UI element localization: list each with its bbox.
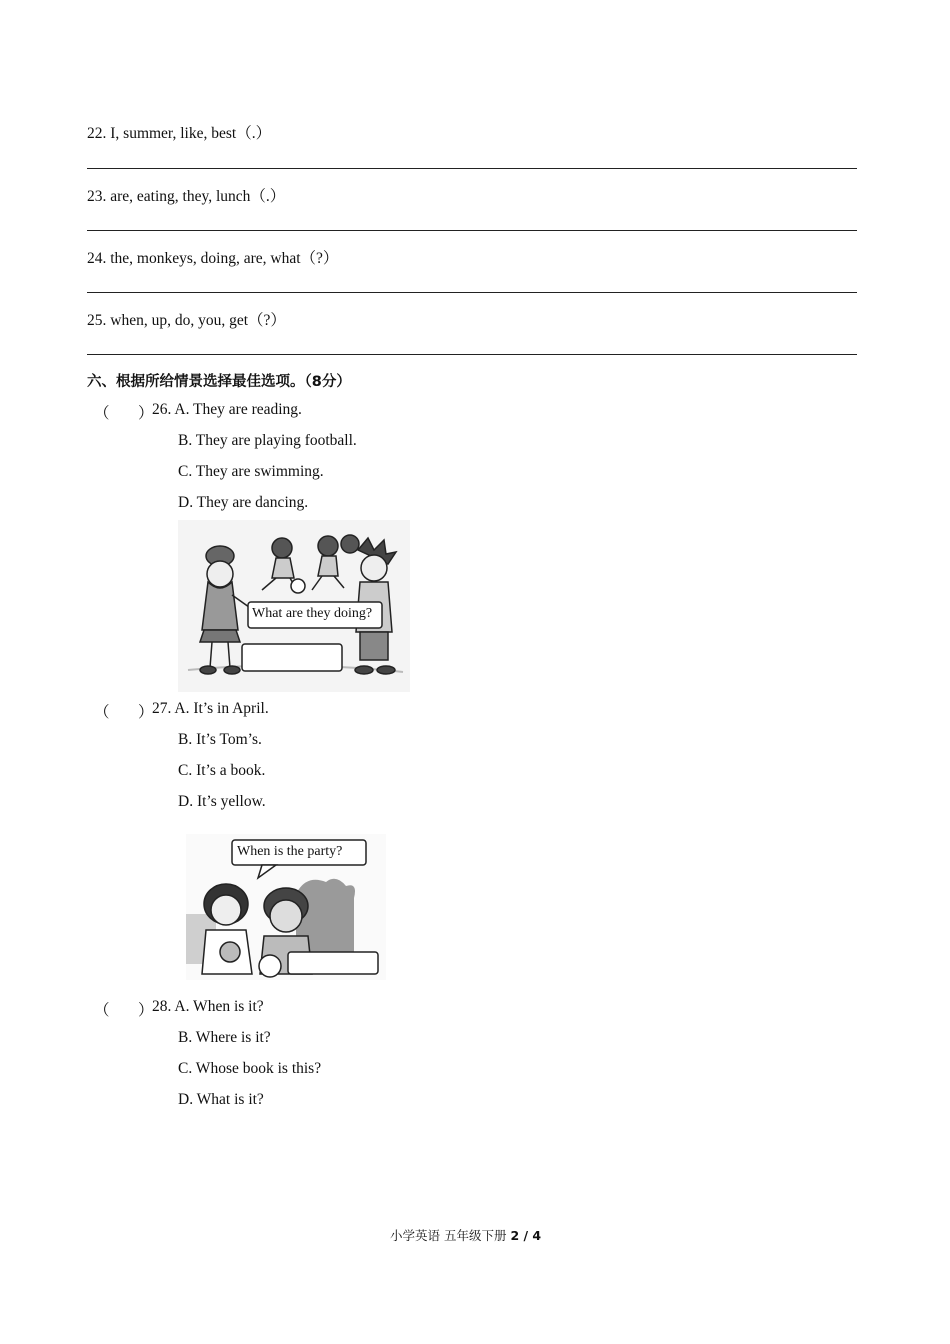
section-heading: 六、根据所给情景选择最佳选项。（8分）: [87, 374, 351, 390]
question-27-option-a: 27. A. It’s in April.: [152, 700, 269, 717]
question-22: 22. I, summer, like, best（.）: [87, 125, 272, 142]
question-27: [94, 700, 394, 720]
question-26-option-a: 26. A. They are reading.: [152, 401, 302, 418]
speech-bubble-text: When is the party?: [237, 844, 343, 859]
answer-line-24[interactable]: [87, 292, 857, 293]
question-26-option-c: C. They are swimming.: [178, 463, 324, 480]
question-28-option-d: D. What is it?: [178, 1091, 264, 1108]
question-26: [94, 401, 394, 421]
question-25: 25. when, up, do, you, get（?）: [87, 312, 286, 329]
question-27-option-c: C. It’s a book.: [178, 762, 266, 779]
party-scene-picture: [186, 834, 386, 980]
speech-bubble-text: What are they doing?: [252, 606, 373, 621]
question-27-option-d: D. It’s yellow.: [178, 793, 266, 810]
question-28: [94, 998, 394, 1018]
question-24: 24. the, monkeys, doing, are, what（?）: [87, 250, 339, 267]
answer-blank-left[interactable]: （: [94, 704, 110, 721]
answer-blank-right[interactable]: ）: [138, 704, 154, 721]
question-26-option-b: B. They are playing football.: [178, 432, 357, 449]
footer-label: 小学英语 五年级下册: [390, 1228, 507, 1243]
answer-blank-left[interactable]: （: [94, 1002, 110, 1019]
question-23: 23. are, eating, they, lunch（.）: [87, 188, 286, 205]
answer-line-25[interactable]: [87, 354, 857, 355]
page-footer: [390, 1226, 541, 1244]
answer-line-23[interactable]: [87, 230, 857, 231]
answer-line-22[interactable]: [87, 168, 857, 169]
answer-blank-right[interactable]: ）: [138, 405, 154, 422]
football-scene-picture: [178, 520, 410, 692]
question-28-option-a: 28. A. When is it?: [152, 998, 264, 1015]
question-26-option-d: D. They are dancing.: [178, 494, 309, 511]
question-28-option-b: B. Where is it?: [178, 1029, 271, 1046]
question-27-option-b: B. It’s Tom’s.: [178, 731, 262, 748]
answer-blank-right[interactable]: ）: [138, 1002, 154, 1019]
answer-blank-left[interactable]: （: [94, 405, 110, 422]
page-number: 2 / 4: [510, 1228, 542, 1243]
question-28-option-c: C. Whose book is this?: [178, 1060, 322, 1077]
